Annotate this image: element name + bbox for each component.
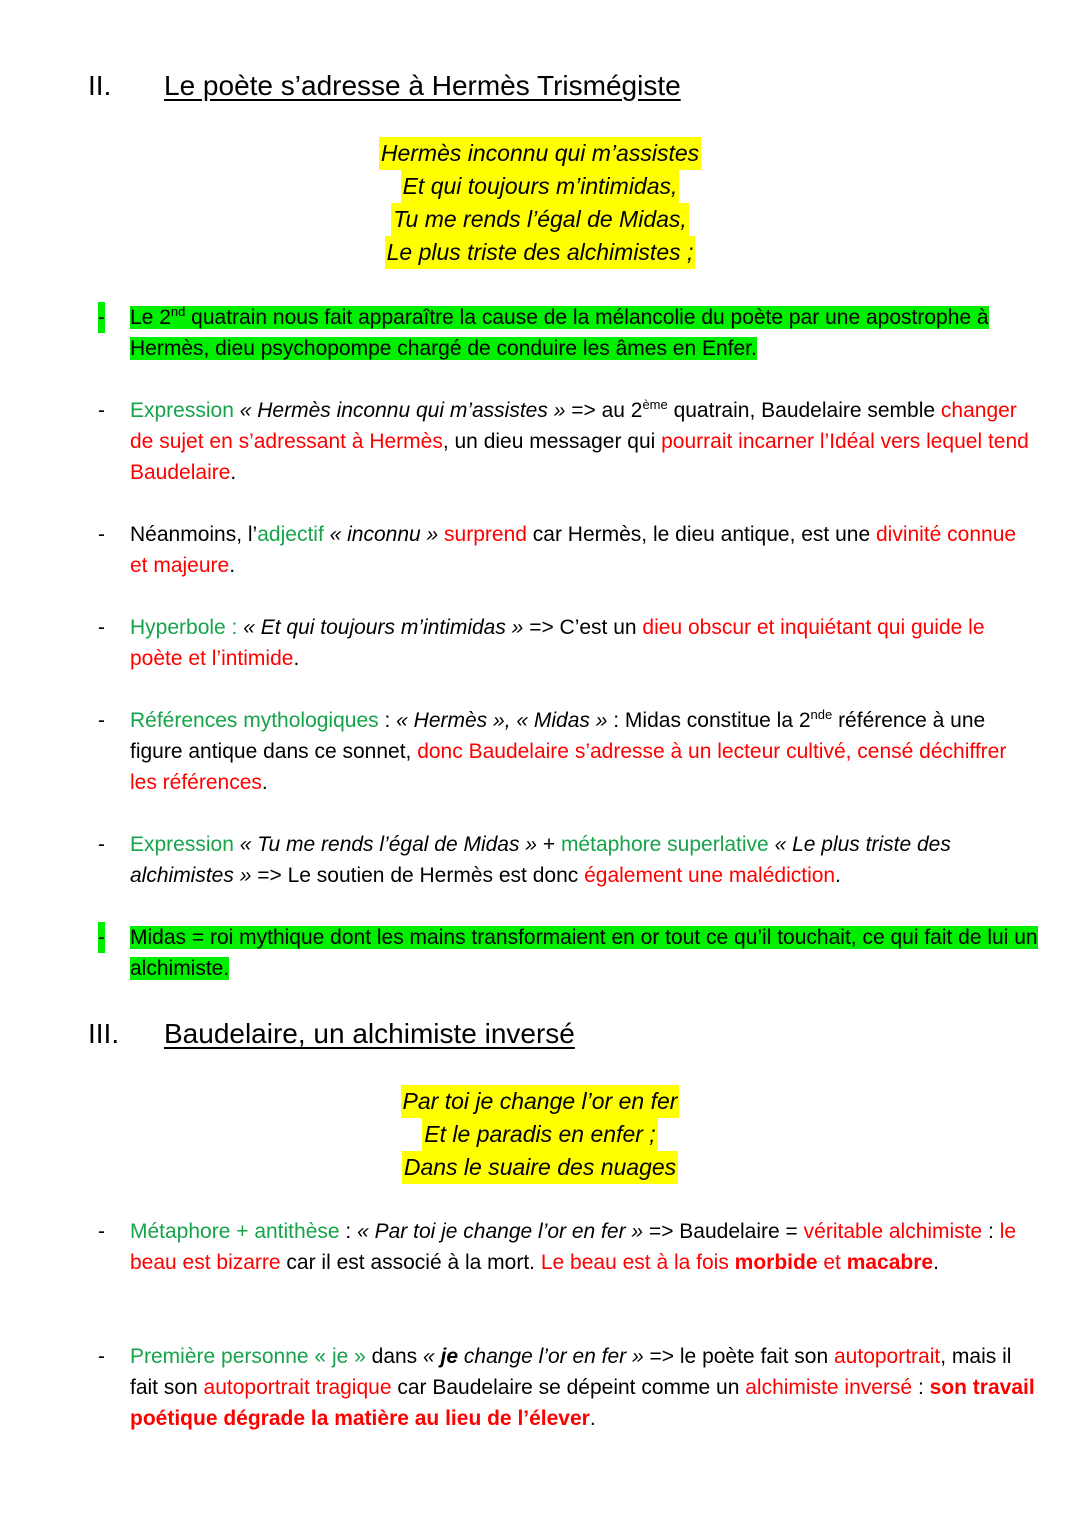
bullet-dash: - [98, 399, 105, 422]
superscript: nd [170, 304, 186, 319]
bullet-dash: - [98, 833, 105, 856]
analysis-red: changer de sujet en s’adressant à Hermès [130, 399, 1017, 453]
text: . [835, 864, 841, 887]
text: : [982, 1220, 1000, 1243]
analysis-red: alchimiste inversé [745, 1376, 913, 1399]
bullet-dash: - [98, 922, 105, 953]
text: => le poète fait son [643, 1345, 834, 1368]
quote: « Tu me rends l’égal de Midas » [233, 833, 543, 856]
section-title: Le poète s’adresse à Hermès Trismégiste [164, 70, 681, 101]
figure-label: Première personne « je » [130, 1345, 366, 1368]
section-title: Baudelaire, un alchimiste inversé [164, 1018, 575, 1049]
bullet-dash: - [98, 709, 105, 732]
figure-label: adjectif [257, 523, 324, 546]
text: => Baudelaire = [643, 1220, 804, 1243]
analysis-red: et [817, 1251, 847, 1274]
text: . [933, 1251, 939, 1274]
figure-label: Hyperbole : [130, 616, 238, 639]
figure-label: Références mythologiques [130, 709, 379, 732]
text: Néanmoins, l’ [130, 523, 258, 546]
analysis-red: pourrait incarner l’Idéal vers lequel tend Baudelaire [130, 430, 1029, 484]
poem-line: Le plus triste des alchimistes ; [385, 236, 696, 269]
list-item [98, 302, 1038, 364]
analysis-red-bold: morbide [734, 1251, 818, 1274]
text: . [261, 771, 268, 794]
poem-line: Et le paradis en enfer ; [422, 1118, 657, 1151]
quote: change l’or en fer » [458, 1345, 644, 1368]
text: . [229, 554, 236, 577]
poem-stanza [0, 137, 1080, 269]
section-number: II. [88, 70, 112, 101]
text: dans [365, 1345, 424, 1368]
poem-stanza [0, 1085, 1080, 1184]
analysis-red: Le beau est à la fois [540, 1251, 735, 1274]
list-item [98, 829, 1038, 891]
quote: « Par toi je change l’or en fer » [357, 1220, 644, 1243]
list-item [98, 1341, 1038, 1434]
bullet-dash: - [98, 1345, 105, 1368]
quote-bold: je [440, 1345, 459, 1368]
text: quatrain nous fait apparaître la cause de la mélancolie du poète par une apostrophe à Hermès, dieu psychopompe chargé de conduire les âmes en Enfer. [130, 306, 989, 360]
text: : [912, 1376, 930, 1399]
list-item [98, 705, 1038, 798]
figure-label: Expression [130, 399, 234, 422]
poem-line: Dans le suaire des nuages [402, 1151, 678, 1184]
quote: « Hermès inconnu qui m’assistes » [233, 399, 572, 422]
text: + [542, 833, 561, 856]
analysis-red: véritable alchimiste [803, 1220, 983, 1243]
quote: « [423, 1345, 441, 1368]
poem-line: Et qui toujours m’intimidas, [401, 170, 680, 203]
text: car Hermès, le dieu antique, est une [526, 523, 876, 546]
text: . [293, 647, 300, 670]
section-heading-3 [88, 1016, 575, 1052]
bullet-dash: - [98, 1220, 105, 1243]
list-item [98, 612, 1038, 674]
text: Midas = roi mythique dont les mains transformaient en or tout ce qu’il touchait, ce qui fait de lui un alchimiste. [130, 926, 1038, 980]
text: , mais il fait son [130, 1345, 1012, 1399]
section-number: III. [88, 1018, 120, 1049]
text: quatrain, Baudelaire semble [667, 399, 941, 422]
text: => C’est un [529, 616, 643, 639]
superscript: nde [810, 707, 833, 722]
figure-label: Métaphore + antithèse [130, 1220, 340, 1243]
analysis-red-bold: son travail poétique dégrade la matière au lieu de l’élever [130, 1376, 1035, 1430]
text: : [378, 709, 397, 732]
text: : Midas constitue la 2 [607, 709, 811, 732]
text: . [230, 461, 237, 484]
section-heading-2 [88, 68, 681, 104]
text: : [339, 1220, 358, 1243]
figure-label: Expression [130, 833, 234, 856]
superscript: ème [642, 397, 668, 412]
text: . [589, 1407, 596, 1430]
bullet-dash: - [98, 616, 105, 639]
list-item [98, 922, 1038, 984]
analysis-red: également une malédiction [584, 864, 836, 887]
poem-line: Tu me rends l’égal de Midas, [391, 203, 689, 236]
text: , un dieu messager qui [442, 430, 662, 453]
text: car Baudelaire se dépeint comme un [391, 1376, 746, 1399]
analysis-red: donc Baudelaire s’adresse à un lecteur cultivé, censé déchiffrer les références [130, 740, 1007, 794]
analysis-red: autoportrait tragique [203, 1376, 392, 1399]
text: => Le soutien de Hermès est donc [257, 864, 585, 887]
poem-line: Par toi je change l’or en fer [401, 1085, 680, 1118]
quote: « Hermès », « Midas » [396, 709, 608, 732]
analysis-red-bold: macabre [846, 1251, 934, 1274]
analysis-red: autoportrait [834, 1345, 941, 1368]
list-item [98, 395, 1038, 488]
analysis-red: surprend [444, 523, 527, 546]
quote: « Le plus triste des alchimistes » [130, 833, 951, 887]
text: Le 2 [130, 306, 171, 329]
figure-label: métaphore superlative [560, 833, 769, 856]
text: référence à une figure antique dans ce sonnet, [130, 709, 986, 763]
poem-line: Hermès inconnu qui m’assistes [379, 137, 701, 170]
quote: « Et qui toujours m’intimidas » [237, 616, 530, 639]
list-item [98, 519, 1038, 581]
bullet-dash: - [98, 523, 105, 546]
analysis-red: le beau est bizarre [130, 1220, 1017, 1274]
text: => au 2 [571, 399, 643, 422]
bullet-dash: - [98, 302, 105, 333]
analysis-red: divinité connue et majeure [130, 523, 1017, 577]
list-item [98, 1216, 1038, 1278]
text: car il est associé à la mort. [280, 1251, 541, 1274]
quote: « inconnu » [323, 523, 445, 546]
analysis-red: dieu obscur et inquiétant qui guide le poète et l’intimide [130, 616, 985, 670]
